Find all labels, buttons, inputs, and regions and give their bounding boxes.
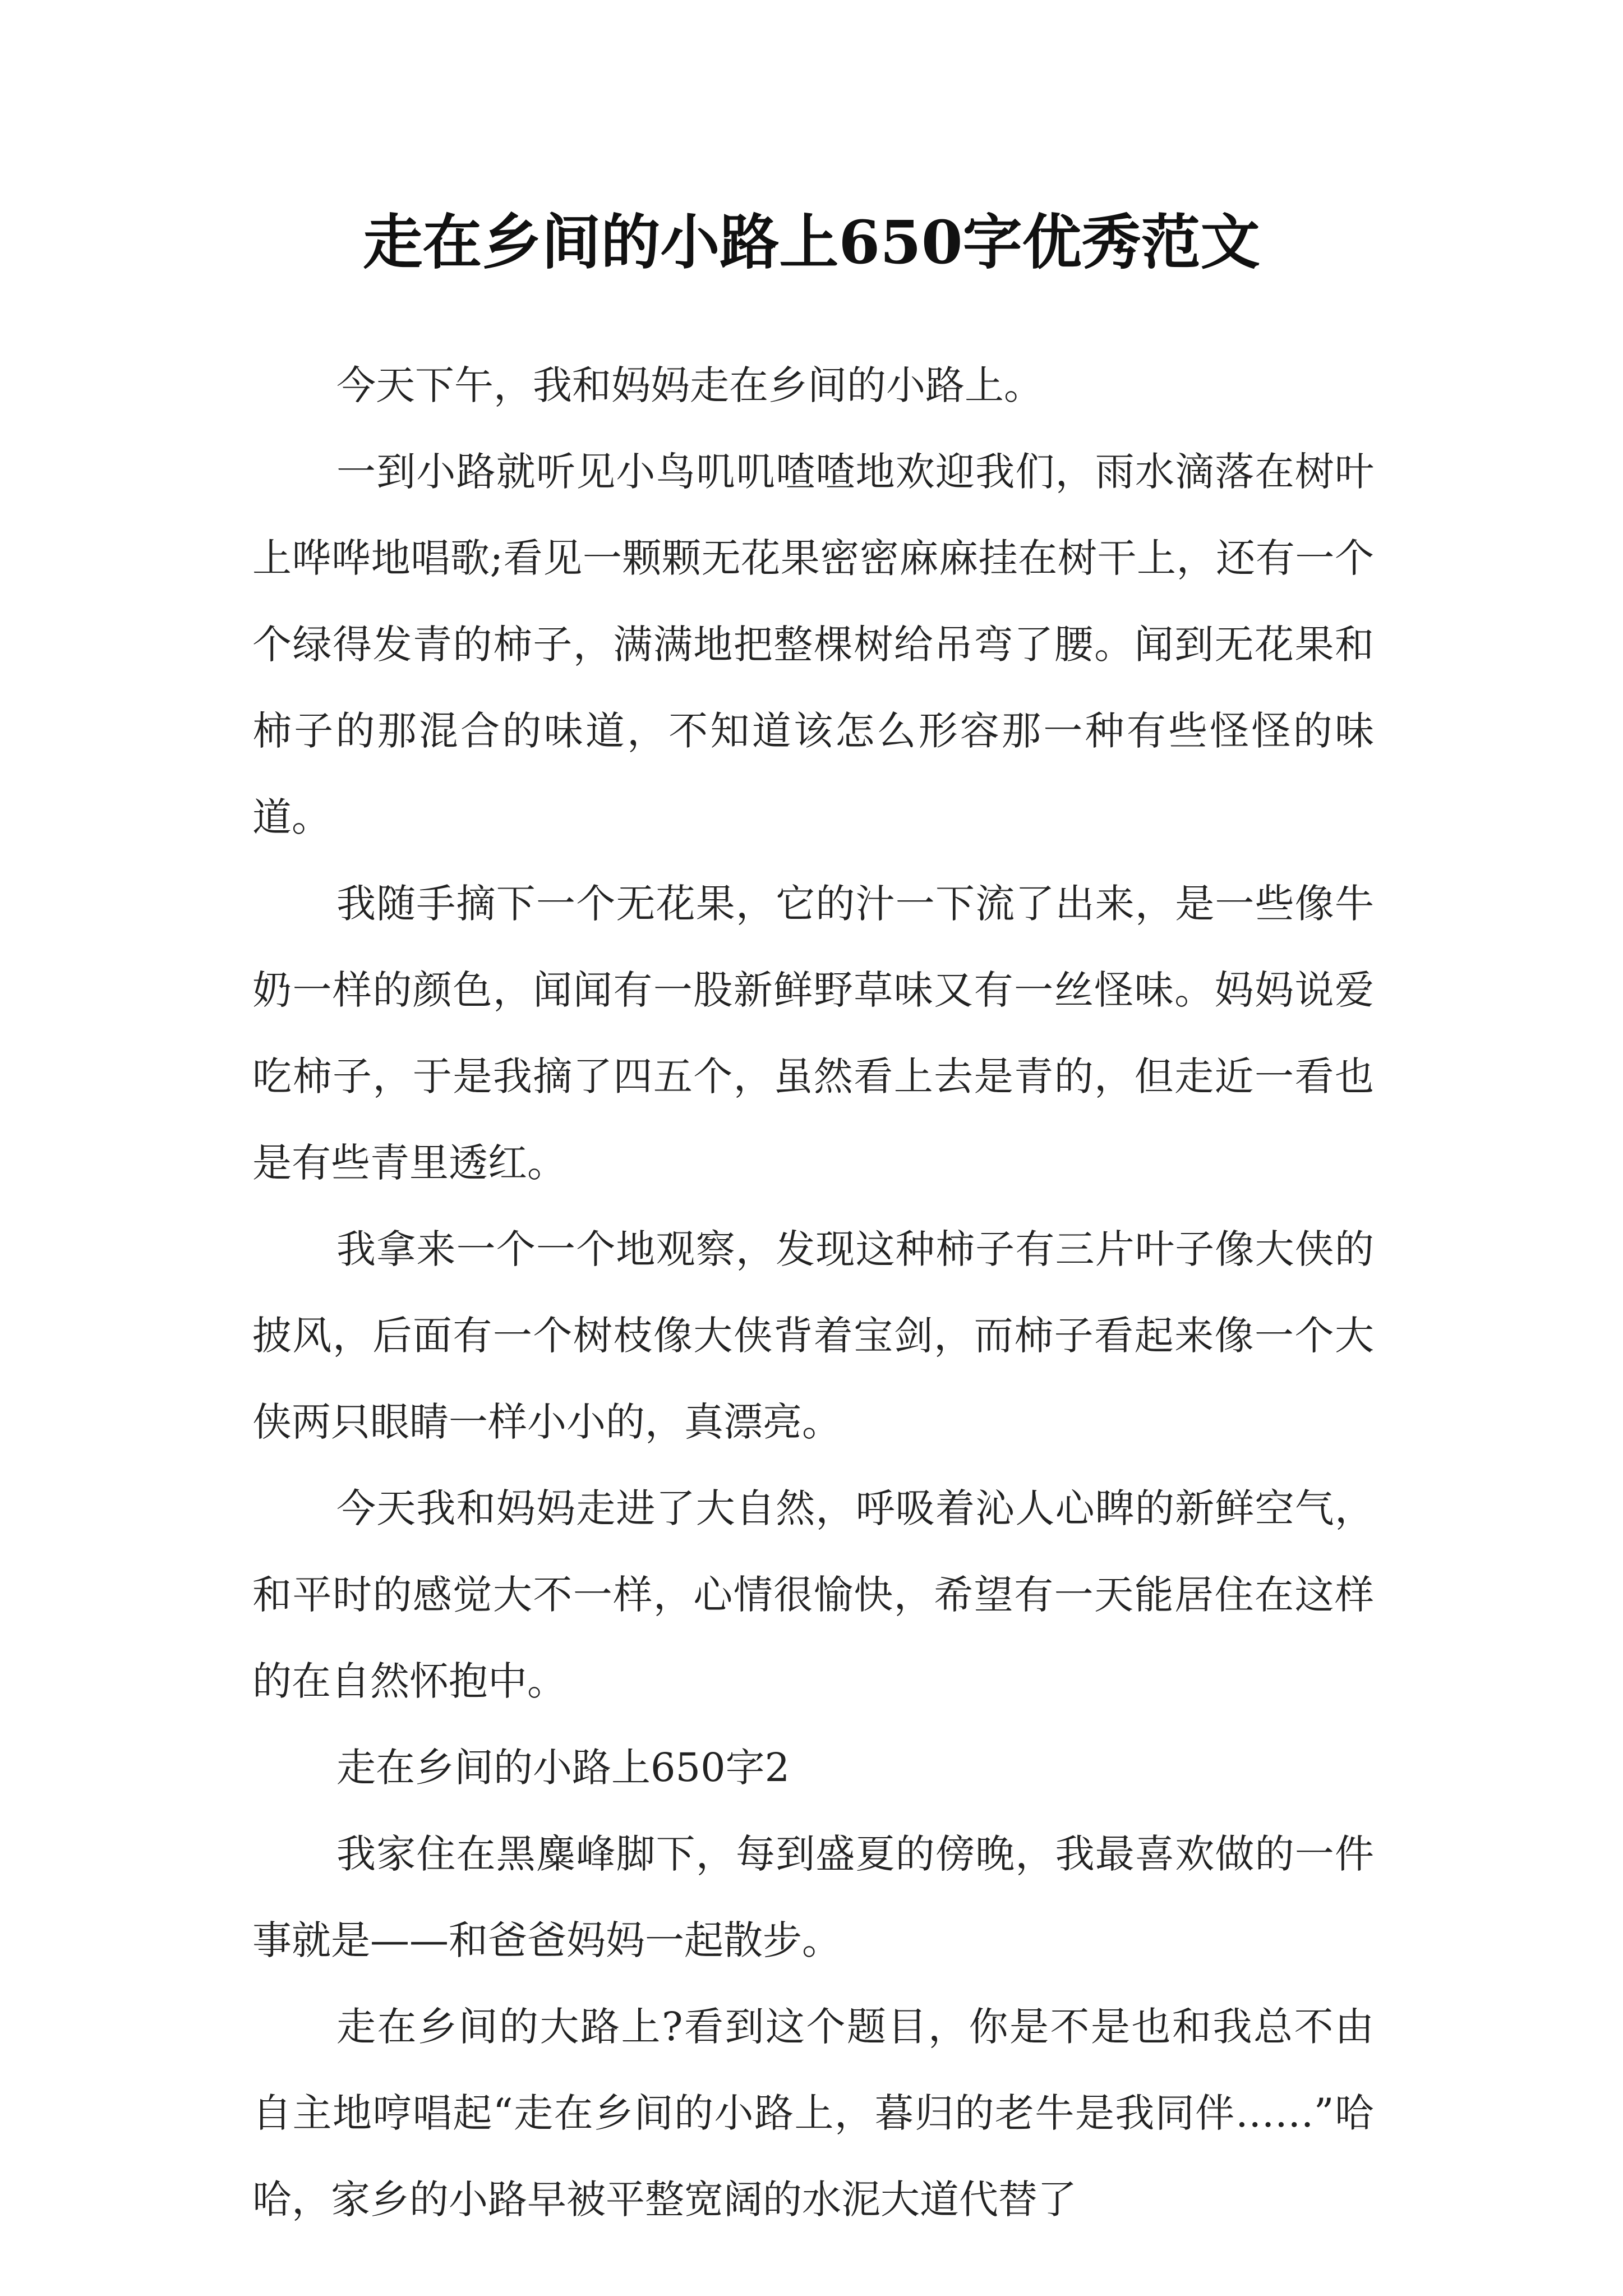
paragraph: 走在乡间的大路上?看到这个题目，你是不是也和我总不由自主地哼唱起“走在乡间的小路上，暮归的老牛是我同伴……”哈哈，家乡的小路早被平整宽阔的水泥大道代替了 xyxy=(252,2004,1374,2223)
paragraph: 我随手摘下一个无花果，它的汁一下流了出来，是一些像牛奶一样的颜色，闻闻有一股新鲜野草味又有一丝怪味。妈妈说爱吃柿子，于是我摘了四五个，虽然看上去是青的，但走近一看也是有些青里透红。 xyxy=(252,881,1374,1186)
paragraph: 一到小路就听见小鸟叽叽喳喳地欢迎我们，雨水滴落在树叶上哗哗地唱歌;看见一颗颗无花果密密麻麻挂在树干上，还有一个个绿得发青的柿子，满满地把整棵树给吊弯了腰。闻到无花果和柿子的那混合的味道，不知道该怎么形容那一种有些怪怪的味道。 xyxy=(252,449,1374,840)
paragraph: 今天下午，我和妈妈走在乡间的小路上。 xyxy=(336,362,1043,408)
paragraph: 我拿来一个一个地观察，发现这种柿子有三片叶子像大侠的披风，后面有一个树枝像大侠背着宝剑，而柿子看起来像一个大侠两只眼睛一样小小的，真漂亮。 xyxy=(252,1226,1374,1445)
paragraph: 我家住在黑麋峰脚下，每到盛夏的傍晚，我最喜欢做的一件事就是——和爸爸妈妈一起散步。 xyxy=(252,1831,1374,1963)
paragraph: 今天我和妈妈走进了大自然，呼吸着沁人心睥的新鲜空气，和平时的感觉大不一样，心情很愉快，希望有一天能居住在这样的在自然怀抱中。 xyxy=(252,1485,1374,1704)
document-title: 走在乡间的小路上650字优秀范文 xyxy=(363,207,1260,277)
document-body xyxy=(252,342,1374,2243)
section-heading: 走在乡间的小路上650字2 xyxy=(336,1745,790,1791)
